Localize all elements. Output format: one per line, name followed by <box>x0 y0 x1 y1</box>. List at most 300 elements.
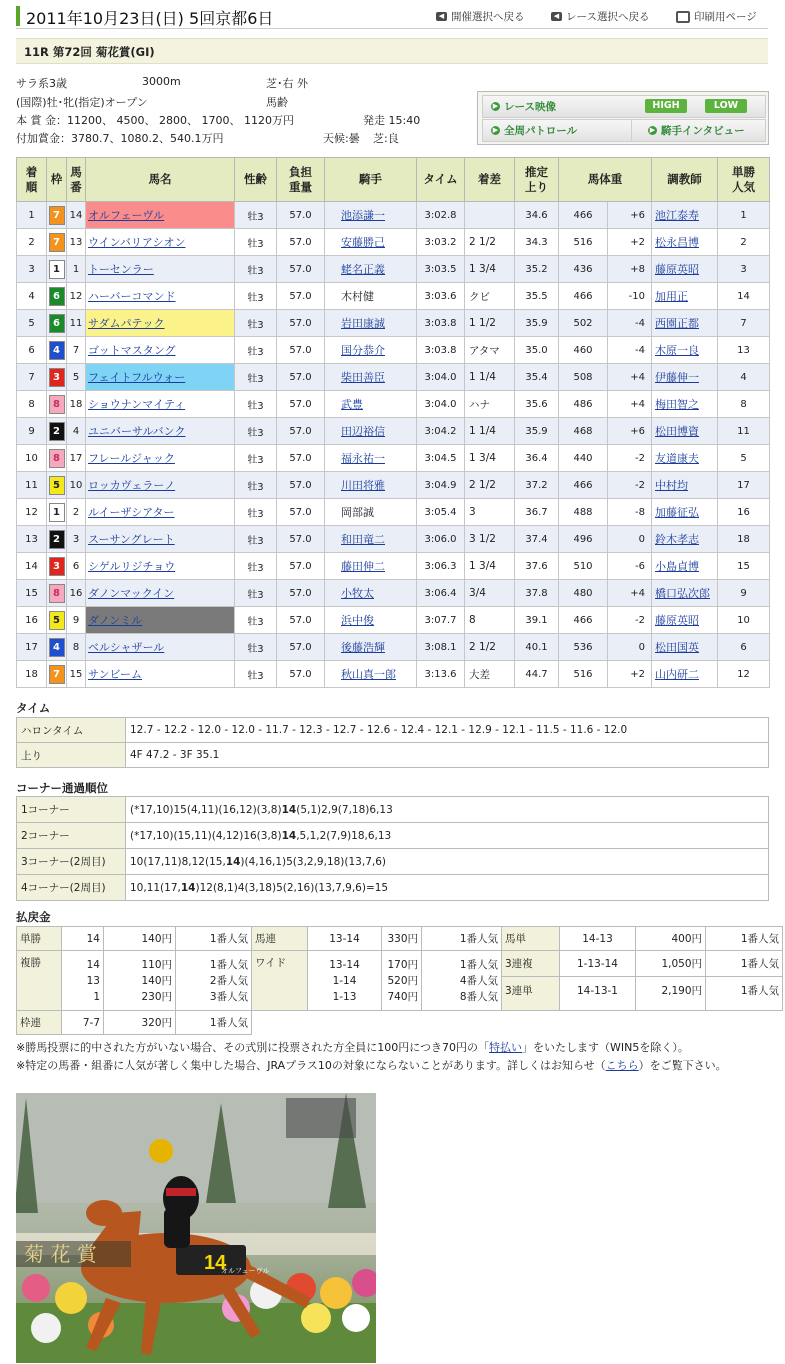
body-weight-cell: 440 <box>559 445 608 472</box>
horse-name-link[interactable]: ウインバリアシオン <box>88 236 186 249</box>
weight-cell: 57.0 <box>277 364 325 391</box>
horse-name-link[interactable]: ダノンマックイン <box>88 587 175 600</box>
trainer-link[interactable]: 加藤征弘 <box>655 506 699 519</box>
trainer-link[interactable]: 梅田智之 <box>655 398 699 411</box>
horse-name-cell <box>86 580 235 607</box>
horse-name-cell <box>86 337 235 364</box>
weight-cell: 57.0 <box>277 607 325 634</box>
back-to-race-link[interactable] <box>551 9 649 24</box>
horse-name-cell <box>86 202 235 229</box>
horse-number-cell: 5 <box>67 364 86 391</box>
jockey-link[interactable]: 安藤勝己 <box>341 236 385 249</box>
jockey-interview-link[interactable] <box>648 123 745 138</box>
back-to-kaisai-link[interactable] <box>436 9 525 24</box>
jockey-link[interactable]: 和田竜二 <box>341 533 385 546</box>
trainer-cell <box>652 580 718 607</box>
col-last: 推定 上り <box>515 158 559 202</box>
body-weight-cell: 508 <box>559 364 608 391</box>
waku-cell <box>47 364 67 391</box>
printer-icon <box>676 11 690 23</box>
race-photo-image <box>16 1093 376 1363</box>
rank-cell: 10 <box>17 445 47 472</box>
rank-cell: 12 <box>17 499 47 526</box>
margin-cell: 1 3/4 <box>465 256 515 283</box>
payout-heading: 払戻金 <box>16 910 51 924</box>
note-text: ※勝馬投票に的中された方がいない場合、その式別に投票された方全員に100円につき70円の「 <box>16 1041 489 1054</box>
trainer-link[interactable]: 西園正都 <box>655 317 699 330</box>
trainer-link[interactable]: 小島貞博 <box>655 560 699 573</box>
time-cell: 3:04.2 <box>417 418 465 445</box>
time-cell: 3:04.5 <box>417 445 465 472</box>
corner-row <box>17 849 769 875</box>
margin-cell <box>465 202 515 229</box>
horse-name-link[interactable]: ハーバーコマンド <box>88 290 176 303</box>
waku-cell <box>47 256 67 283</box>
patrol-link[interactable] <box>491 123 577 138</box>
popularity-cell: 2 <box>718 229 770 256</box>
jockey-cell <box>325 202 417 229</box>
time-table <box>16 717 769 768</box>
race-extra-prize: 付加賞金：3780.7、1080.2、540.1万円 <box>16 132 224 145</box>
rank-cell: 1 <box>17 202 47 229</box>
horse-number-cell: 4 <box>67 418 86 445</box>
wide-yens <box>382 951 422 1011</box>
body-weight-diff-cell: -4 <box>608 310 652 337</box>
time-cell: 3:06.3 <box>417 553 465 580</box>
jockey-link[interactable]: 後藤浩輝 <box>341 641 385 654</box>
result-row <box>17 445 770 472</box>
tansho-popularity: 1番人気 <box>176 927 252 951</box>
jockey-link[interactable]: 田辺裕信 <box>341 425 385 438</box>
body-weight-cell: 436 <box>559 256 608 283</box>
jockey-cell <box>325 229 417 256</box>
result-row <box>17 256 770 283</box>
wide-yen: 520円 <box>387 974 418 987</box>
horse-name-cell <box>86 634 235 661</box>
margin-cell: 3 1/2 <box>465 526 515 553</box>
wide-pops <box>422 951 502 1011</box>
margin-cell: 1 3/4 <box>465 553 515 580</box>
time-cell: 3:04.0 <box>417 391 465 418</box>
jockey-link[interactable]: 柴田善臣 <box>341 371 385 384</box>
sex-age-cell: 牡3 <box>235 553 277 580</box>
waku-badge: 8 <box>49 449 65 468</box>
last-3f-cell: 37.2 <box>515 472 559 499</box>
fukusho-yen: 140円 <box>141 974 172 987</box>
waku-badge: 2 <box>49 422 65 441</box>
rank-cell: 18 <box>17 661 47 688</box>
trainer-cell <box>652 499 718 526</box>
umaren-label: 馬連 <box>252 927 308 951</box>
body-weight-diff-cell: 0 <box>608 526 652 553</box>
corner-row <box>17 823 769 849</box>
horse-number-cell: 2 <box>67 499 86 526</box>
print-page-link[interactable] <box>676 9 757 24</box>
popularity-cell: 1 <box>718 202 770 229</box>
last-3f-cell: 36.4 <box>515 445 559 472</box>
waku-cell <box>47 391 67 418</box>
horse-name-cell <box>86 526 235 553</box>
trainer-link[interactable]: 山内研二 <box>655 668 699 681</box>
margin-cell: 8 <box>465 607 515 634</box>
wide-number: 1-14 <box>332 974 357 987</box>
jockey-cell <box>325 661 417 688</box>
horse-name-link[interactable]: ゴットマスタング <box>88 344 176 357</box>
fukusho-popularity: 3番人気 <box>209 990 248 1003</box>
popularity-cell: 18 <box>718 526 770 553</box>
sex-age-cell: 牡3 <box>235 310 277 337</box>
sex-age-cell: 牡3 <box>235 634 277 661</box>
horse-name-link[interactable]: ダノンミル <box>88 614 143 627</box>
race-course: 芝･右 外 <box>266 77 308 90</box>
umatan-label: 馬単 <box>502 927 560 951</box>
horse-name-link[interactable]: フレールジャック <box>88 452 175 465</box>
sex-age-cell: 牡3 <box>235 256 277 283</box>
waku-cell <box>47 472 67 499</box>
horse-name-link[interactable]: スーサングレート <box>88 533 175 546</box>
jockey-link[interactable]: 浜中俊 <box>341 614 374 627</box>
tansho-label: 単勝 <box>17 927 62 951</box>
sanrenpuku-yen: 1,050円 <box>636 951 706 977</box>
jockey-link[interactable]: 国分恭介 <box>341 344 385 357</box>
corner-order-winner: 14 <box>225 855 241 868</box>
tokubarai-link[interactable]: 特払い <box>489 1041 522 1054</box>
fukusho-yens <box>104 951 176 1011</box>
sex-age-cell: 牡3 <box>235 229 277 256</box>
popularity-cell: 17 <box>718 472 770 499</box>
fukusho-number: 14 <box>86 958 100 971</box>
horse-name-link[interactable]: ロッカヴェラーノ <box>88 479 176 492</box>
page-title: 2011年10月23日(日) 5回京都6日 <box>26 9 274 28</box>
jockey-link[interactable]: 武豊 <box>341 398 363 411</box>
jockey-cell <box>325 607 417 634</box>
time-cell: 3:13.6 <box>417 661 465 688</box>
last-3f-cell: 35.9 <box>515 418 559 445</box>
trainer-cell <box>652 202 718 229</box>
rank-cell: 9 <box>17 418 47 445</box>
video-high-button[interactable]: HIGH <box>645 99 687 113</box>
horse-name-link[interactable]: ベルシャザール <box>88 641 165 654</box>
corner-row <box>17 875 769 901</box>
weight-cell: 57.0 <box>277 661 325 688</box>
horse-name-link[interactable]: フェイトフルウォー <box>88 371 186 384</box>
rank-cell: 2 <box>17 229 47 256</box>
rank-cell: 11 <box>17 472 47 499</box>
result-row <box>17 283 770 310</box>
corner-label: 2コーナー <box>17 823 126 849</box>
corner-table <box>16 796 769 901</box>
popularity-cell: 11 <box>718 418 770 445</box>
trainer-link[interactable]: 橋口弘次郎 <box>655 587 710 600</box>
body-weight-diff-cell: -2 <box>608 607 652 634</box>
notice-link[interactable]: こちら <box>605 1059 639 1072</box>
umatan-yen: 400円 <box>636 927 706 951</box>
trainer-link[interactable]: 藤原英昭 <box>655 614 699 627</box>
jockey-link[interactable]: 岩田康誠 <box>341 317 385 330</box>
jockey-link[interactable]: 小牧太 <box>341 587 374 600</box>
race-prize: 本 賞 金：11200、 4500、 2800、 1700、 1120万円 <box>16 114 294 127</box>
last-3f-cell: 35.5 <box>515 283 559 310</box>
fukusho-label: 複勝 <box>17 951 62 1011</box>
horse-name-link[interactable]: オルフェーヴル <box>88 209 165 222</box>
jockey-cell <box>325 391 417 418</box>
margin-cell: 1 1/4 <box>465 364 515 391</box>
body-weight-diff-cell: +8 <box>608 256 652 283</box>
sex-age-cell: 牡3 <box>235 283 277 310</box>
result-row <box>17 391 770 418</box>
weight-cell: 57.0 <box>277 634 325 661</box>
sex-age-cell: 牡3 <box>235 418 277 445</box>
margin-cell: ハナ <box>465 391 515 418</box>
interview-label: 騎手インタビュー <box>661 125 745 137</box>
last-3f-cell: 39.1 <box>515 607 559 634</box>
furlong-times: 12.7 - 12.2 - 12.0 - 12.0 - 11.7 - 12.3 - 12.7 - 12.6 - 12.4 - 12.1 - 12.9 - 12.1 - 11.5 - 11.6 - 12.0 <box>126 718 769 743</box>
jockey-link[interactable]: 川田将雅 <box>341 479 385 492</box>
trainer-cell <box>652 229 718 256</box>
trainer-cell <box>652 553 718 580</box>
horse-name-link[interactable]: ショウナンマイティ <box>88 398 186 411</box>
result-row <box>17 553 770 580</box>
margin-cell: 1 1/2 <box>465 310 515 337</box>
corner-order <box>126 849 769 875</box>
horse-name-link[interactable]: シゲルリジチョウ <box>88 560 176 573</box>
time-cell: 3:03.6 <box>417 283 465 310</box>
sex-age-cell: 牡3 <box>235 607 277 634</box>
sex-age-cell: 牡3 <box>235 661 277 688</box>
waku-badge: 3 <box>49 557 65 576</box>
popularity-cell: 4 <box>718 364 770 391</box>
payout-empty <box>252 1011 783 1035</box>
last-time-label: 上り <box>17 743 126 768</box>
weight-cell: 57.0 <box>277 391 325 418</box>
play-icon: ▶ <box>492 102 499 110</box>
jockey-link: 岡部誠 <box>341 506 374 519</box>
horse-number-cell: 1 <box>67 256 86 283</box>
corner-order-winner: 14 <box>281 829 297 842</box>
corner-order <box>126 823 769 849</box>
horse-number-cell: 14 <box>67 202 86 229</box>
page-header <box>16 4 768 29</box>
trainer-link[interactable]: 池江泰寿 <box>655 209 699 222</box>
video-links-row <box>482 119 766 142</box>
jockey-link[interactable]: 秋山真一郎 <box>341 668 396 681</box>
col-horse: 馬名 <box>86 158 235 202</box>
margin-cell: 2 1/2 <box>465 229 515 256</box>
jockey-link[interactable]: 蛯名正義 <box>341 263 385 276</box>
wide-number: 13-14 <box>329 958 360 971</box>
body-weight-cell: 536 <box>559 634 608 661</box>
waku-cell <box>47 229 67 256</box>
wide-numbers <box>308 951 382 1011</box>
weight-cell: 57.0 <box>277 202 325 229</box>
last-3f-cell: 35.9 <box>515 310 559 337</box>
body-weight-cell: 496 <box>559 526 608 553</box>
horse-name-link[interactable]: トーセンラー <box>88 263 154 276</box>
trainer-link[interactable]: 松田国英 <box>655 641 699 654</box>
corner-order-post: (5,1)2,9(7,18)6,13 <box>296 803 393 816</box>
sex-age-cell: 牡3 <box>235 445 277 472</box>
rank-cell: 3 <box>17 256 47 283</box>
waku-cell <box>47 553 67 580</box>
body-weight-diff-cell: +4 <box>608 364 652 391</box>
trainer-link[interactable]: 友道康夫 <box>655 452 699 465</box>
fukusho-numbers <box>62 951 104 1011</box>
weight-cell: 57.0 <box>277 229 325 256</box>
jockey-link[interactable]: 藤田伸二 <box>341 560 385 573</box>
margin-cell: 3/4 <box>465 580 515 607</box>
popularity-cell: 14 <box>718 283 770 310</box>
horse-name-cell <box>86 229 235 256</box>
col-rank: 着 順 <box>17 158 47 202</box>
weight-cell: 57.0 <box>277 580 325 607</box>
trainer-cell <box>652 526 718 553</box>
wide-label: ワイド <box>252 951 308 1011</box>
horse-name-cell <box>86 283 235 310</box>
waku-cell <box>47 661 67 688</box>
waku-badge: 8 <box>49 584 65 603</box>
result-row <box>17 229 770 256</box>
waku-cell <box>47 202 67 229</box>
furlong-row <box>17 718 769 743</box>
sex-age-cell: 牡3 <box>235 499 277 526</box>
result-row <box>17 661 770 688</box>
sanrentan-number: 14-13-1 <box>560 977 636 1011</box>
payout-row-2 <box>17 951 783 977</box>
trainer-cell <box>652 256 718 283</box>
jockey-cell <box>325 337 417 364</box>
trainer-link[interactable]: 藤原英昭 <box>655 263 699 276</box>
body-weight-diff-cell: +4 <box>608 391 652 418</box>
jockey-link[interactable]: 池添謙一 <box>341 209 385 222</box>
trainer-link[interactable]: 中村均 <box>655 479 688 492</box>
race-name-band <box>16 38 768 64</box>
umaren-yen: 330円 <box>382 927 422 951</box>
col-jockey: 騎手 <box>325 158 417 202</box>
fukusho-number: 13 <box>86 974 100 987</box>
corner-order-pre: 10,11(17, <box>130 881 181 894</box>
body-weight-diff-cell: +4 <box>608 580 652 607</box>
result-row <box>17 364 770 391</box>
waku-cell <box>47 526 67 553</box>
corner-row <box>17 797 769 823</box>
waku-badge: 3 <box>49 368 65 387</box>
horse-number-cell: 18 <box>67 391 86 418</box>
time-cell: 3:08.1 <box>417 634 465 661</box>
jockey-cell <box>325 553 417 580</box>
saddle-horse-name: オルフェーヴル <box>221 1268 270 1275</box>
jockey-link[interactable]: 福永祐一 <box>341 452 385 465</box>
body-weight-diff-cell: 0 <box>608 634 652 661</box>
trainer-link[interactable]: 伊藤伸一 <box>655 371 699 384</box>
popularity-cell: 12 <box>718 661 770 688</box>
corner-order-winner: 14 <box>281 803 297 816</box>
waku-cell <box>47 337 67 364</box>
horse-name-cell <box>86 391 235 418</box>
payout-row-4 <box>17 1011 783 1035</box>
time-cell: 3:04.9 <box>417 472 465 499</box>
fukusho-pops <box>176 951 252 1011</box>
popularity-cell: 8 <box>718 391 770 418</box>
horse-name-link[interactable]: ルイーザシアター <box>88 506 175 519</box>
horse-name-cell <box>86 472 235 499</box>
popularity-cell: 6 <box>718 634 770 661</box>
weight-cell: 57.0 <box>277 283 325 310</box>
popularity-cell: 15 <box>718 553 770 580</box>
umatan-popularity: 1番人気 <box>706 927 783 951</box>
jockey-cell <box>325 580 417 607</box>
body-weight-cell: 480 <box>559 580 608 607</box>
col-time: タイム <box>417 158 465 202</box>
horse-name-link[interactable]: サダムパテック <box>88 317 165 330</box>
horse-name-cell <box>86 310 235 337</box>
waku-badge: 7 <box>49 665 65 684</box>
trainer-link[interactable]: 松田博資 <box>655 425 699 438</box>
horse-name-link[interactable]: ユニバーサルバンク <box>88 425 186 438</box>
trainer-cell <box>652 472 718 499</box>
margin-cell: 2 1/2 <box>465 634 515 661</box>
trainer-link[interactable]: 鈴木孝志 <box>655 533 699 546</box>
margin-cell: 3 <box>465 499 515 526</box>
video-low-button[interactable]: LOW <box>705 99 747 113</box>
time-cell: 3:07.7 <box>417 607 465 634</box>
race-video-title <box>491 99 556 114</box>
last-3f-cell: 37.4 <box>515 526 559 553</box>
trainer-link[interactable]: 加用正 <box>655 290 688 303</box>
horse-name-cell <box>86 364 235 391</box>
back-to-kaisai-label: 開催選択へ戻る <box>451 11 525 23</box>
race-video-row <box>482 95 766 118</box>
body-weight-diff-cell: -8 <box>608 499 652 526</box>
last-3f-cell: 35.2 <box>515 256 559 283</box>
wakuren-number: 7-7 <box>62 1011 104 1035</box>
note-text: 」をいたします（WIN5を除く）。 <box>522 1041 689 1054</box>
body-weight-cell: 486 <box>559 391 608 418</box>
furlong-label: ハロンタイム <box>17 718 126 743</box>
trainer-link[interactable]: 松永昌博 <box>655 236 699 249</box>
corner-order-pre: (*17,10)15(4,11)(16,12)(3,8) <box>130 803 282 816</box>
rank-cell: 13 <box>17 526 47 553</box>
race-photo <box>16 1093 376 1363</box>
weight-cell: 57.0 <box>277 499 325 526</box>
body-weight-diff-cell: -10 <box>608 283 652 310</box>
waku-cell <box>47 499 67 526</box>
weight-cell: 57.0 <box>277 553 325 580</box>
corner-order-post: ,5,1,2(7,9)18,6,13 <box>296 829 392 842</box>
last-3f-cell: 35.6 <box>515 391 559 418</box>
corner-heading: コーナー通過順位 <box>16 781 108 795</box>
horse-name-link[interactable]: サンビーム <box>88 668 143 681</box>
horse-name-cell <box>86 418 235 445</box>
time-cell: 3:03.5 <box>417 256 465 283</box>
weight-cell: 57.0 <box>277 445 325 472</box>
weight-cell: 57.0 <box>277 256 325 283</box>
waku-cell <box>47 580 67 607</box>
wide-popularity: 1番人気 <box>459 958 498 971</box>
jockey-cell <box>325 256 417 283</box>
popularity-cell: 7 <box>718 310 770 337</box>
umatan-number: 14-13 <box>560 927 636 951</box>
time-cell: 3:06.4 <box>417 580 465 607</box>
waku-badge: 6 <box>49 287 65 306</box>
body-weight-cell: 468 <box>559 418 608 445</box>
body-weight-cell: 488 <box>559 499 608 526</box>
umaren-popularity: 1番人気 <box>422 927 502 951</box>
popularity-cell: 10 <box>718 607 770 634</box>
weight-cell: 57.0 <box>277 526 325 553</box>
race-name: 11R 第72回 菊花賞(GI) <box>24 45 155 59</box>
trainer-link[interactable]: 木原一良 <box>655 344 699 357</box>
body-weight-cell: 516 <box>559 229 608 256</box>
